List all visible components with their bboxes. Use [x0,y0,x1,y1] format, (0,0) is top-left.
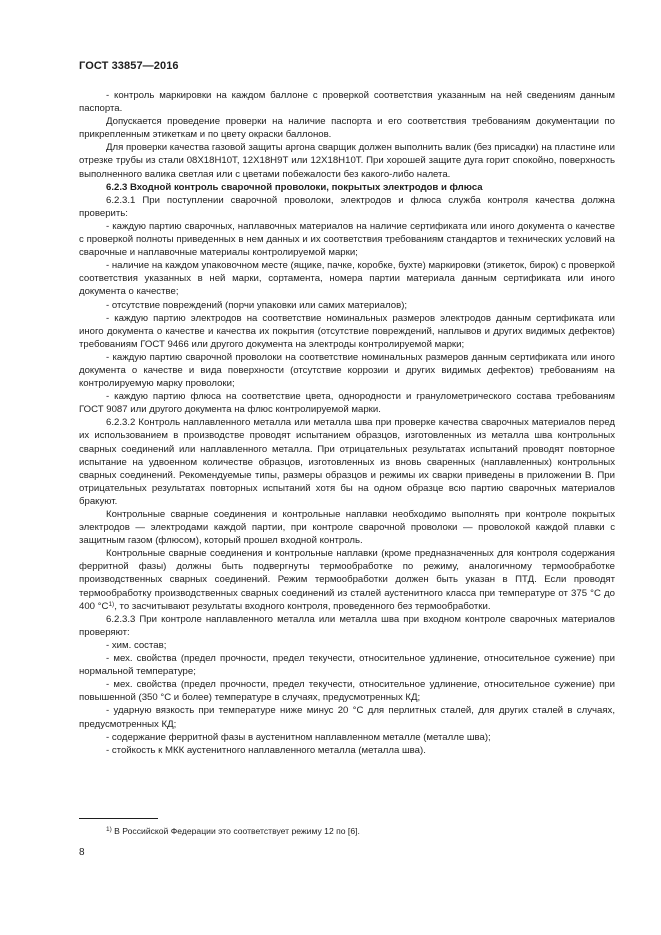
paragraph: 6.2.3.2 Контроль наплавленного металла или металла шва при проверке качества сварочных материалов перед их использованием в производстве проводят испытанием образцов, изготовленных из металла шва контрольных сварных соединений или наплавленного металла. При отрицательных результатах испытаний проводят повторное испытание на удвоенном количестве образцов, изготовленных из вновь сваренных (наплавленных) контрольных сварных соединений. Рекомендуемые типы, размеры образцов и режимы их сварки приведены в приложении В. При отрицательных результатах повторных испытаний хотя бы на одном образце всю партию сварочных материалов бракуют. [79,417,615,507]
page-body [79,89,615,757]
footnote-text: В Российской Федерации это соответствует режиму 12 по [6]. [114,826,360,836]
list-item: - каждую партию флюса на соответствие цвета, однородности и гранулометрического состава требованиям ГОСТ 9087 или другого документа на флюс контролируемой марки. [79,391,615,416]
footnote-divider [79,818,158,819]
list-item: - содержание ферритной фазы в аустенитном наплавленном металле (металле шва); [106,731,491,743]
list-item: - стойкость к МКК аустенитного наплавленного металла (металла шва). [106,744,426,756]
footnote-marker: 1) [106,826,112,833]
list-item: - мех. свойства (предел прочности, предел текучести, относительное удлинение, относительное сужение) при повышенной (350 °С и более) температуре в случаях, предусмотренных КД; [79,679,615,704]
page-number: 8 [79,847,85,858]
paragraph: Для проверки качества газовой защиты аргона сварщик должен выполнить валик (без присадки) на пластине или отрезке трубы из стали 08Х18Н10Т, 12Х18Н9Т или 12Х18Н10Т. При хорошей защите дуга горит спокойно, поверхность выполненного валика светлая или с цветами побежалости без какого-либо налета. [79,142,615,180]
paragraph-text: Контрольные сварные соединения и контрольные наплавки (кроме предназначенных для контроля содержания ферритной фазы) должны быть подвергнуты термообработке по режиму, аналогичному термообработке производственных сварных соединений. Режим термообработки должен быть указан в ПТД. Если проводят термообработку производственных сварных соединений из сталей аустенитного класса при температуре от 375 °С до 400 °С [79,548,615,612]
list-item: - мех. свойства (предел прочности, предел текучести, относительное удлинение, относительное сужение) при нормальной температуре; [79,653,615,678]
list-item: - каждую партию сварочной проволоки на соответствие номинальных размеров данным сертификата или иного документа о качестве и вида поверхности (отсутствие коррозии и других видимых дефектов) требованиям на контролируемую марку проволоки; [79,351,615,390]
paragraph: Допускается проведение проверки на наличие паспорта и его соответствия требованиям документации по прикрепленным этикеткам и по цвету окраски баллонов. [79,116,615,141]
document-header: ГОСТ 33857—2016 [79,60,179,72]
list-item: - наличие на каждом упаковочном месте (ящике, пачке, коробке, бухте) маркировки (этикеток, бирок) с проверкой соответствия указанных в ней марки, сортамента, номера партии материала данным сертификата или иного документа о качестве; [79,260,615,298]
paragraph [79,547,615,612]
section-heading: 6.2.3 Входной контроль сварочной проволоки, покрытых электродов и флюса [106,181,483,193]
list-item: - каждую партию сварочных, наплавочных материалов на наличие сертификата или иного документа о качестве с проверкой полноты приведенных в нем данных и их соответствия требованиям стандартов и технических условий на сварочные и наплавочные материалы контролируемой марки; [79,220,615,259]
footnote-reference: 1) [108,600,115,608]
list-item: - каждую партию электродов на соответствие номинальных размеров электродов данным сертификата или иного документа о качестве и качества их покрытия (отсутствие повреждений, наплывов и других видимых дефектов) требованиям ГОСТ 9466 или другого документа на электроды контролируемой марки; [79,312,615,350]
footnote [106,825,614,837]
paragraph-text: , то засчитывают результаты входного контроля, проведенного без термообработки. [114,600,491,612]
list-item: - ударную вязкость при температуре ниже минус 20 °С для перлитных сталей, для других сталей в случаях, предусмотренных КД; [79,705,615,730]
paragraph: 6.2.3.3 При контроле наплавленного металла или металла шва при входном контроле сварочных материалов проверяют: [79,613,615,638]
paragraph: - контроль маркировки на каждом баллоне с проверкой соответствия указанным на ней сведениям данным паспорта. [79,90,615,115]
paragraph: 6.2.3.1 При поступлении сварочной проволоки, электродов и флюса служба контроля качества должна проверить: [79,194,615,219]
paragraph: Контрольные сварные соединения и контрольные наплавки необходимо выполнять при контроле покрытых электродов — электродами каждой партии, при контроле сварочной проволоки — проволокой каждой плавки с защитным газом (флюсом), который прошел входной контроль. [79,509,615,547]
list-item: - отсутствие повреждений (порчи упаковки или самих материалов); [106,299,408,311]
list-item: - хим. состав; [106,639,167,651]
